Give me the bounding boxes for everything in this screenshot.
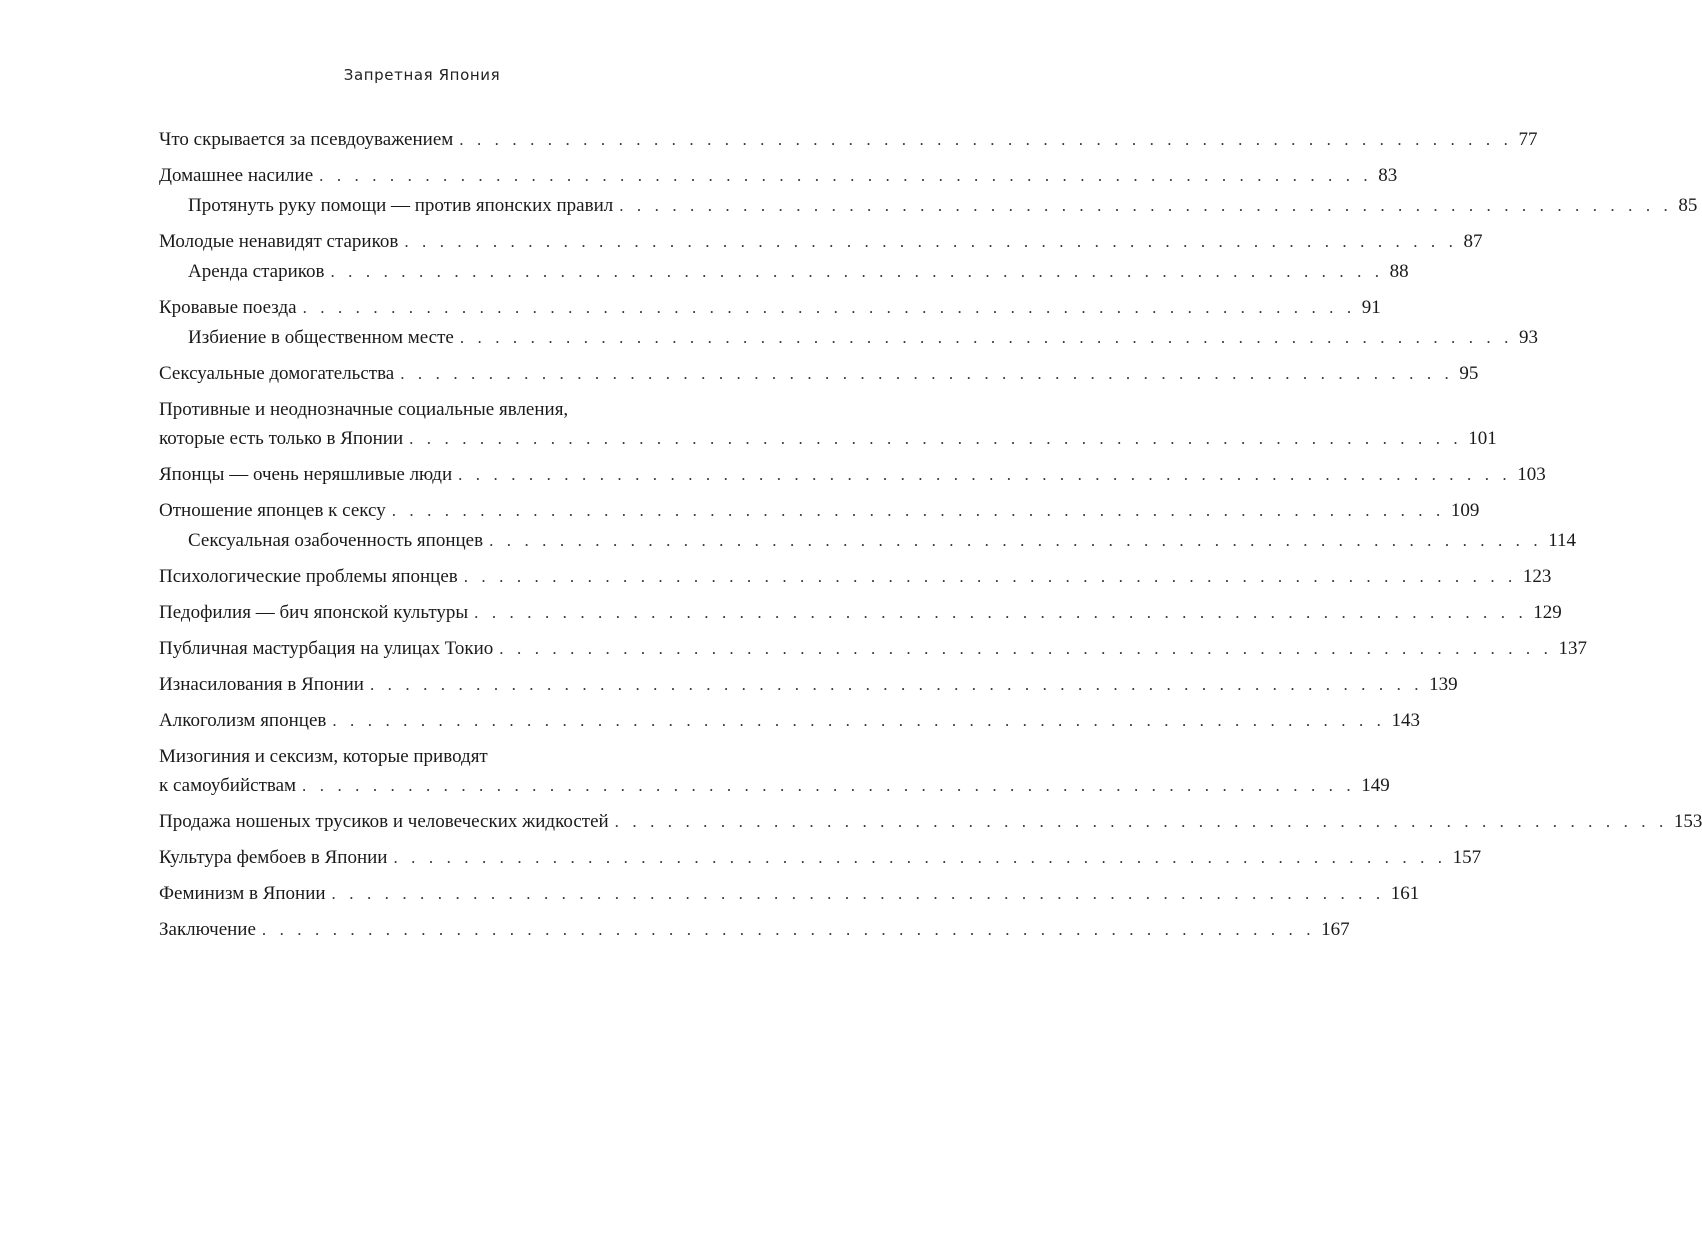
dot-leader: . . . . . . . . . . . . . . . . . . . . . . . . . . . . . . . . . . . . . . . . . . . . . . . . . . . . . . . . . . . .	[391, 501, 1445, 520]
dot-leader: . . . . . . . . . . . . . . . . . . . . . . . . . . . . . . . . . . . . . . . . . . . . . . . . . . . . . . . . . . . .	[614, 812, 1668, 831]
toc-subentry[interactable]	[159, 326, 1538, 349]
toc-entry-title: Заключение	[159, 919, 256, 940]
toc-entry-title: Культура фембоев в Японии	[159, 847, 388, 868]
toc-entry[interactable]	[159, 296, 1381, 319]
running-head: Запретная Япония	[343, 66, 501, 84]
dot-leader: . . . . . . . . . . . . . . . . . . . . . . . . . . . . . . . . . . . . . . . . . . . . . . . . . . . . . . . . . . . .	[619, 196, 1673, 215]
toc-page-number: 139	[1429, 674, 1458, 695]
toc-page-number: 129	[1533, 602, 1562, 623]
toc-entry[interactable]	[159, 230, 1483, 253]
toc-entry-title: Публичная мастурбация на улицах Токио	[159, 638, 494, 659]
toc-entry-title: Избиение в общественном месте	[188, 327, 454, 348]
toc-page-number: 109	[1450, 500, 1480, 521]
toc-page-number: 123	[1522, 566, 1552, 587]
toc-page-number: 88	[1389, 261, 1409, 282]
dot-leader: . . . . . . . . . . . . . . . . . . . . . . . . . . . . . . . . . . . . . . . . . . . . . . . . . . . . . . . . . . . .	[409, 429, 1463, 448]
dot-leader: . . . . . . . . . . . . . . . . . . . . . . . . . . . . . . . . . . . . . . . . . . . . . . . . . . . . . . . . . . . .	[331, 884, 1385, 903]
toc-entry-title: Педофилия — бич японской культуры	[159, 602, 469, 623]
toc-entry-title: которые есть только в Японии	[159, 428, 404, 449]
dot-leader: . . . . . . . . . . . . . . . . . . . . . . . . . . . . . . . . . . . . . . . . . . . . . . . . . . . . . . . . . . . .	[459, 328, 1513, 347]
toc-page-number: 95	[1459, 363, 1479, 384]
toc-entry-title: Продажа ношеных трусиков и человеческих жидкостей	[159, 811, 609, 832]
toc-page-number: 149	[1361, 775, 1390, 796]
dot-leader: . . . . . . . . . . . . . . . . . . . . . . . . . . . . . . . . . . . . . . . . . . . . . . . . . . . . . . . . . . . .	[302, 298, 1356, 317]
toc-entry-title-line1[interactable]: Противные и неоднозначные социальные явления,	[159, 399, 569, 420]
dot-leader: . . . . . . . . . . . . . . . . . . . . . . . . . . . . . . . . . . . . . . . . . . . . . . . . . . . . . . . . . . . .	[332, 711, 1386, 730]
toc-page-number: 114	[1548, 530, 1577, 551]
toc-entry[interactable]	[159, 637, 1587, 660]
toc-entry[interactable]	[159, 128, 1538, 151]
toc-entry-title: Изнасилования в Японии	[159, 674, 364, 695]
toc-page-number: 87	[1463, 231, 1483, 252]
toc-page-number: 91	[1361, 297, 1381, 318]
toc-subentry[interactable]	[159, 260, 1409, 283]
toc-entry-title: Домашнее насилие	[159, 165, 314, 186]
dot-leader: . . . . . . . . . . . . . . . . . . . . . . . . . . . . . . . . . . . . . . . . . . . . . . . . . . . . . . . . . . . .	[459, 130, 1513, 149]
dot-leader: . . . . . . . . . . . . . . . . . . . . . . . . . . . . . . . . . . . . . . . . . . . . . . . . . . . . . . . . . . . .	[474, 603, 1528, 622]
toc-entry[interactable]	[159, 601, 1562, 624]
toc-entry-title: Сексуальная озабоченность японцев	[188, 530, 484, 551]
toc-entry[interactable]	[159, 427, 1497, 450]
toc-page-number: 101	[1468, 428, 1497, 449]
toc-subentry[interactable]	[159, 529, 1577, 552]
toc-entry-title: Феминизм в Японии	[159, 883, 326, 904]
toc-entry[interactable]	[159, 774, 1390, 797]
dot-leader: . . . . . . . . . . . . . . . . . . . . . . . . . . . . . . . . . . . . . . . . . . . . . . . . . . . . . . . . . . . .	[499, 639, 1553, 658]
dot-leader: . . . . . . . . . . . . . . . . . . . . . . . . . . . . . . . . . . . . . . . . . . . . . . . . . . . . . . . . . . . .	[400, 364, 1454, 383]
toc-entry[interactable]	[159, 709, 1421, 732]
toc-page-number: 153	[1673, 811, 1702, 832]
dot-leader: . . . . . . . . . . . . . . . . . . . . . . . . . . . . . . . . . . . . . . . . . . . . . . . . . . . . . . . . . . . .	[261, 920, 1316, 939]
toc-page-number: 143	[1391, 710, 1421, 731]
toc-entry[interactable]	[159, 499, 1480, 522]
toc-entry[interactable]	[159, 362, 1479, 385]
toc-page-number: 157	[1452, 847, 1482, 868]
dot-leader: . . . . . . . . . . . . . . . . . . . . . . . . . . . . . . . . . . . . . . . . . . . . . . . . . . . . . . . . . . . .	[319, 166, 1373, 185]
toc-entry-title: Психологические проблемы японцев	[159, 566, 458, 587]
toc-entry[interactable]	[159, 810, 1702, 833]
dot-leader: . . . . . . . . . . . . . . . . . . . . . . . . . . . . . . . . . . . . . . . . . . . . . . . . . . . . . . . . . . . .	[369, 675, 1424, 694]
toc-entry[interactable]	[159, 565, 1552, 588]
toc-page-number: 83	[1378, 165, 1398, 186]
dot-leader: . . . . . . . . . . . . . . . . . . . . . . . . . . . . . . . . . . . . . . . . . . . . . . . . . . . . . . . . . . . .	[463, 567, 1517, 586]
toc-entry-title: Молодые ненавидят стариков	[159, 231, 399, 252]
toc-page-number: 137	[1558, 638, 1587, 659]
toc-entry[interactable]	[159, 463, 1546, 486]
dot-leader: . . . . . . . . . . . . . . . . . . . . . . . . . . . . . . . . . . . . . . . . . . . . . . . . . . . . . . . . . . . .	[404, 232, 1458, 251]
dot-leader: . . . . . . . . . . . . . . . . . . . . . . . . . . . . . . . . . . . . . . . . . . . . . . . . . . . . . . . . . . . .	[302, 776, 1356, 795]
toc-entry-title: Что скрывается за псевдоуважением	[159, 129, 454, 150]
toc-page-number: 161	[1390, 883, 1420, 904]
toc-entry[interactable]	[159, 673, 1458, 696]
toc-entry-title: Сексуальные домогательства	[159, 363, 395, 384]
dot-leader: . . . . . . . . . . . . . . . . . . . . . . . . . . . . . . . . . . . . . . . . . . . . . . . . . . . . . . . . . . . .	[458, 465, 1512, 484]
toc-entry[interactable]	[159, 846, 1482, 869]
toc-entry[interactable]	[159, 918, 1350, 941]
dot-leader: . . . . . . . . . . . . . . . . . . . . . . . . . . . . . . . . . . . . . . . . . . . . . . . . . . . . . . . . . . . .	[330, 262, 1384, 281]
toc-entry-title: Японцы — очень неряшливые люди	[159, 464, 453, 485]
toc-page-number: 103	[1517, 464, 1546, 485]
toc-entry-title: Алкоголизм японцев	[159, 710, 327, 731]
toc-page-number: 167	[1321, 919, 1350, 940]
toc-entry-title: Аренда стариков	[188, 261, 325, 282]
toc-entry-title-line1[interactable]: Мизогиния и сексизм, которые приводят	[159, 746, 488, 767]
toc-entry[interactable]	[159, 882, 1420, 905]
toc-entry-title: Кровавые поезда	[159, 297, 297, 318]
dot-leader: . . . . . . . . . . . . . . . . . . . . . . . . . . . . . . . . . . . . . . . . . . . . . . . . . . . . . . . . . . . .	[489, 531, 1543, 550]
toc-entry-title: Отношение японцев к сексу	[159, 500, 386, 521]
table-of-contents	[159, 128, 1702, 948]
toc-entry-title: Протянуть руку помощи — против японских правил	[188, 195, 614, 216]
toc-subentry[interactable]	[159, 194, 1698, 217]
toc-entry[interactable]	[159, 164, 1398, 187]
toc-entry-title: к самоубийствам	[159, 775, 297, 796]
toc-page-number: 77	[1518, 129, 1538, 150]
toc-page-number: 93	[1518, 327, 1538, 348]
dot-leader: . . . . . . . . . . . . . . . . . . . . . . . . . . . . . . . . . . . . . . . . . . . . . . . . . . . . . . . . . . . .	[393, 848, 1447, 867]
toc-page-number: 85	[1678, 195, 1698, 216]
